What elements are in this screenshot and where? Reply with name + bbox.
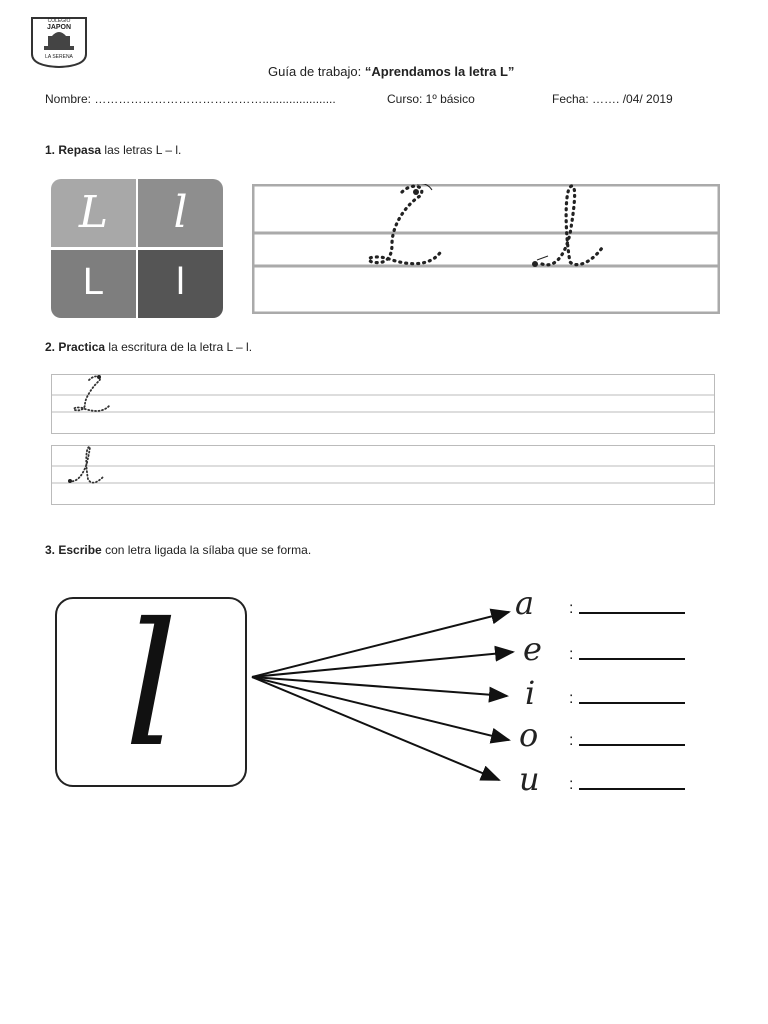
separator-a: : bbox=[569, 600, 574, 617]
section2-verb: Practica bbox=[58, 340, 106, 354]
letter-grid bbox=[51, 179, 223, 318]
school-name-top: COLEGIO bbox=[47, 18, 71, 24]
nombre-field[interactable]: Nombre: ……………………………………...................... bbox=[45, 92, 336, 106]
section3-number: 3. bbox=[45, 543, 56, 557]
vowel-i: i bbox=[525, 674, 536, 712]
answer-line-i[interactable] bbox=[579, 702, 685, 704]
section1-verb: Repasa bbox=[58, 143, 102, 157]
section2-instruction bbox=[45, 340, 252, 354]
school-name-bottom: LA SERENA bbox=[45, 54, 73, 60]
answer-line-u[interactable] bbox=[579, 788, 685, 790]
grid-print-lower-letter: l bbox=[176, 261, 185, 303]
title-prefix: Guía de trabajo: bbox=[268, 64, 362, 79]
section3-text: con letra ligada la sílaba que se forma. bbox=[105, 543, 312, 557]
section2-text: la escritura de la letra L – l. bbox=[108, 340, 253, 354]
title-main: “Aprendamos la letra L” bbox=[364, 64, 515, 79]
school-logo bbox=[30, 16, 88, 68]
big-letter-box bbox=[55, 587, 247, 787]
practice-lines-upper[interactable] bbox=[51, 374, 715, 434]
answer-line-o[interactable] bbox=[579, 744, 685, 746]
vowel-o: o bbox=[519, 716, 539, 754]
vowel-a: a bbox=[515, 584, 535, 622]
section3-verb: Escribe bbox=[58, 543, 102, 557]
grid-cursive-lower-letter: l bbox=[173, 187, 188, 238]
section1-number: 1. bbox=[45, 143, 56, 157]
tracing-box[interactable] bbox=[252, 184, 720, 314]
section2-number: 2. bbox=[45, 340, 56, 354]
separator-e: : bbox=[569, 646, 574, 663]
worksheet-title bbox=[268, 64, 514, 79]
vowel-e: e bbox=[523, 630, 542, 668]
big-letter: l bbox=[123, 587, 179, 785]
fecha-field[interactable]: Fecha: ……. /04/ 2019 bbox=[552, 92, 673, 106]
section3-instruction bbox=[45, 543, 311, 557]
separator-u: : bbox=[569, 776, 574, 793]
vowel-u: u bbox=[519, 760, 540, 798]
school-name-main: JAPON bbox=[46, 24, 72, 31]
answer-line-a[interactable] bbox=[579, 612, 685, 614]
separator-i: : bbox=[569, 690, 574, 707]
section1-instruction bbox=[45, 143, 181, 157]
separator-o: : bbox=[569, 732, 574, 749]
grid-cursive-upper-letter: L bbox=[78, 187, 109, 238]
practice-lines-lower[interactable] bbox=[51, 445, 715, 505]
answer-line-e[interactable] bbox=[579, 658, 685, 660]
grid-print-upper-letter: L bbox=[82, 261, 105, 303]
section1-text: las letras L – l. bbox=[104, 143, 182, 157]
syllable-arrows bbox=[247, 600, 517, 790]
curso-field: Curso: 1º básico bbox=[387, 92, 475, 106]
